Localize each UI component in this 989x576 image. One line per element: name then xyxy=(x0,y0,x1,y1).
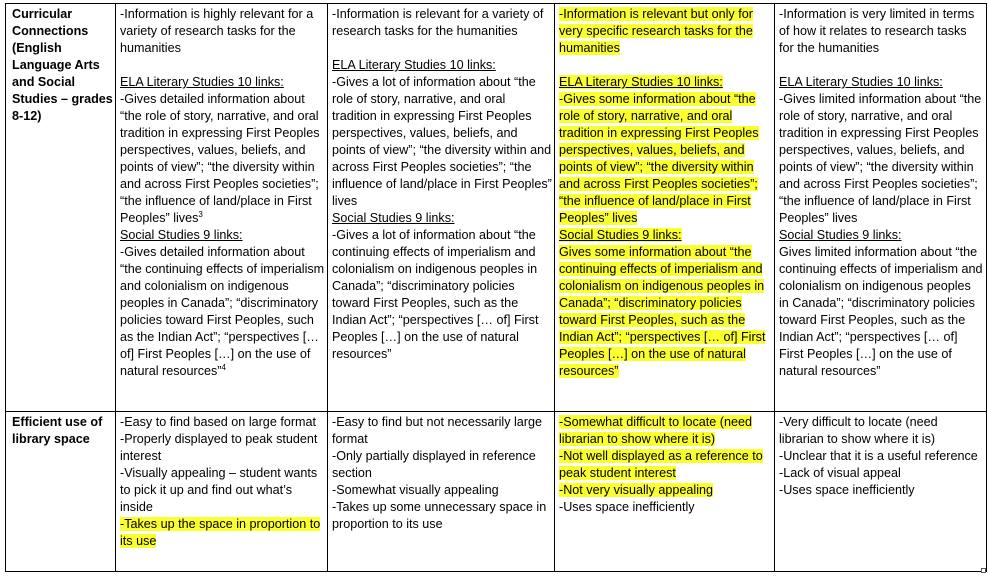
descriptor-text: -Not well displayed as a reference to peak student interest xyxy=(559,449,763,480)
descriptor-line xyxy=(332,6,552,40)
descriptor-text: -Gives a lot of information about “the continuing effects of imperialism and colonialism on indigenous peoples in Canada”; “discriminatory policies toward First Peoples, such as the Indian Act”; “perspectives [… of] First Peoples […] on the use of natural resources” xyxy=(332,228,539,361)
descriptor-line xyxy=(559,482,772,499)
descriptor-text: -Gives detailed information about “the continuing effects of imperialism and colonialism on indigenous peoples in Canada”; “discriminatory policies toward First Peoples, such as the Indian Act”; “perspectives [… of] First Peoples […] on the use of natural resources” xyxy=(120,245,325,378)
criterion-cell xyxy=(6,412,116,572)
descriptor-line xyxy=(120,465,325,516)
descriptor-line xyxy=(559,499,772,516)
descriptor-line xyxy=(120,6,325,57)
descriptor-text: -Lack of visual appeal xyxy=(779,466,901,480)
section-heading-text: Social Studies 9 links: xyxy=(559,228,682,242)
section-heading-text: ELA Literary Studies 10 links: xyxy=(559,75,723,89)
section-heading xyxy=(120,74,325,91)
descriptor-text: -Easy to find but not necessarily large format xyxy=(332,415,543,446)
descriptor-line xyxy=(120,91,325,227)
rubric-table xyxy=(5,3,987,572)
descriptor-line xyxy=(120,431,325,465)
section-heading-text: Social Studies 9 links: xyxy=(332,211,455,225)
descriptor-text: -Gives detailed information about “the role of story, narrative, and oral tradition in expressing First Peoples perspectives, values, beliefs, and points of view”; “the diversity within and across First Peoples societies”; “the influence of land/place in First Peoples” lives xyxy=(120,92,320,225)
level-cell xyxy=(328,4,555,412)
descriptor-text: -Gives a lot of information about “the role of story, narrative, and oral tradition in expressing First Peoples perspectives, values, beliefs, and points of view”; “the diversity within and across First Peoples societies”; “the influence of land/place in First Peoples” lives xyxy=(332,75,552,208)
section-heading xyxy=(779,227,984,244)
descriptor-line xyxy=(120,244,325,380)
level-cell xyxy=(555,412,775,572)
descriptor-line xyxy=(332,74,552,210)
descriptor-line xyxy=(559,91,772,227)
descriptor-line xyxy=(559,448,772,482)
descriptor-text: -Easy to find based on large format xyxy=(120,415,317,429)
level-cell xyxy=(116,412,328,572)
table-resize-handle[interactable] xyxy=(981,568,986,573)
descriptor-text: -Takes up some unnecessary space in proportion to its use xyxy=(332,500,547,531)
descriptor-text: -Properly displayed to peak student interest xyxy=(120,432,318,463)
descriptor-text: Gives some information about “the continuing effects of imperialism and colonialism on indigenous peoples in Canada”; “discriminatory policies toward First Peoples, such as the Indian Act”; “perspectives [… of] First Peoples […] on the use of natural resources” xyxy=(559,245,766,378)
descriptor-text: -Gives limited information about “the role of story, narrative, and oral tradition in expressing First Peoples perspectives, values, beliefs, and points of view”; “the diversity within and across First Peoples societies”; “the influence of land/place in First Peoples” lives xyxy=(779,92,982,225)
level-cell xyxy=(775,4,987,412)
level-cell xyxy=(775,412,987,572)
descriptor-text: -Not very visually appealing xyxy=(559,483,713,497)
section-heading-text: Social Studies 9 links: xyxy=(779,228,902,242)
descriptor-line xyxy=(332,448,552,482)
section-heading xyxy=(559,74,772,91)
descriptor-line xyxy=(559,6,772,57)
descriptor-line xyxy=(559,414,772,448)
descriptor-text: -Only partially displayed in reference section xyxy=(332,449,536,480)
descriptor-text: -Information is relevant for a variety of research tasks for the humanities xyxy=(332,7,544,38)
rubric-row-curricular xyxy=(6,4,987,412)
section-heading xyxy=(559,227,772,244)
descriptor-line xyxy=(332,499,552,533)
rubric-row-library-space xyxy=(6,412,987,572)
descriptor-text: -Very difficult to locate (need librarian to show where it is) xyxy=(779,415,938,446)
descriptor-text: -Unclear that it is a useful reference xyxy=(779,449,978,463)
criterion-label: Curricular Connections (English Language Arts and Social Studies – grades 8-12) xyxy=(12,7,113,123)
descriptor-text: -Uses space inefficiently xyxy=(559,500,695,514)
descriptor-line xyxy=(779,482,984,499)
section-heading-text: ELA Literary Studies 10 links: xyxy=(120,75,284,89)
descriptor-line xyxy=(332,482,552,499)
descriptor-text: -Information is very limited in terms of how it relates to research tasks for the humanities xyxy=(779,7,975,55)
descriptor-text: -Information is highly relevant for a variety of research tasks for the humanities xyxy=(120,7,314,55)
descriptor-text: -Somewhat difficult to locate (need librarian to show where it is) xyxy=(559,415,752,446)
descriptor-line xyxy=(779,6,984,57)
descriptor-text: -Gives some information about “the role of story, narrative, and oral tradition in expressing First Peoples perspectives, values, beliefs, and points of view”; “the diversity within and across First Peoples societies”; “the influence of land/place in First Peoples” lives xyxy=(559,92,759,225)
section-heading xyxy=(332,210,552,227)
criterion-label: Efficient use of library space xyxy=(12,415,103,446)
section-heading-text: ELA Literary Studies 10 links: xyxy=(332,58,496,72)
section-heading xyxy=(120,227,325,244)
section-heading xyxy=(332,57,552,74)
descriptor-text: -Visually appealing – student wants to pick it up and find out what’s inside xyxy=(120,466,318,514)
section-heading-text: Social Studies 9 links: xyxy=(120,228,243,242)
descriptor-text: Gives limited information about “the continuing effects of imperialism and colonialism on indigenous peoples in Canada”; “discriminatory policies toward First Peoples, such as the Indian Act”; “perspectives [… of] First Peoples […] on the use of natural resources” xyxy=(779,245,983,378)
descriptor-text: -Somewhat visually appealing xyxy=(332,483,499,497)
criterion-cell xyxy=(6,4,116,412)
descriptor-line xyxy=(332,227,552,363)
descriptor-text: -Uses space inefficiently xyxy=(779,483,915,497)
level-cell xyxy=(555,4,775,412)
descriptor-line xyxy=(120,414,325,431)
descriptor-line xyxy=(779,448,984,465)
section-heading-text: ELA Literary Studies 10 links: xyxy=(779,75,943,89)
descriptor-line xyxy=(332,414,552,448)
descriptor-text: -Takes up the space in proportion to its use xyxy=(120,517,321,548)
descriptor-line xyxy=(779,414,984,448)
section-heading xyxy=(779,74,984,91)
footnote-marker: 4 xyxy=(221,362,226,372)
level-cell xyxy=(328,412,555,572)
level-cell xyxy=(116,4,328,412)
descriptor-line xyxy=(779,91,984,227)
descriptor-line xyxy=(779,244,984,380)
descriptor-line xyxy=(120,516,325,550)
descriptor-line xyxy=(779,465,984,482)
descriptor-text: -Information is relevant but only for very specific research tasks for the humanities xyxy=(559,7,753,55)
descriptor-line xyxy=(559,244,772,380)
footnote-marker: 3 xyxy=(198,209,203,219)
